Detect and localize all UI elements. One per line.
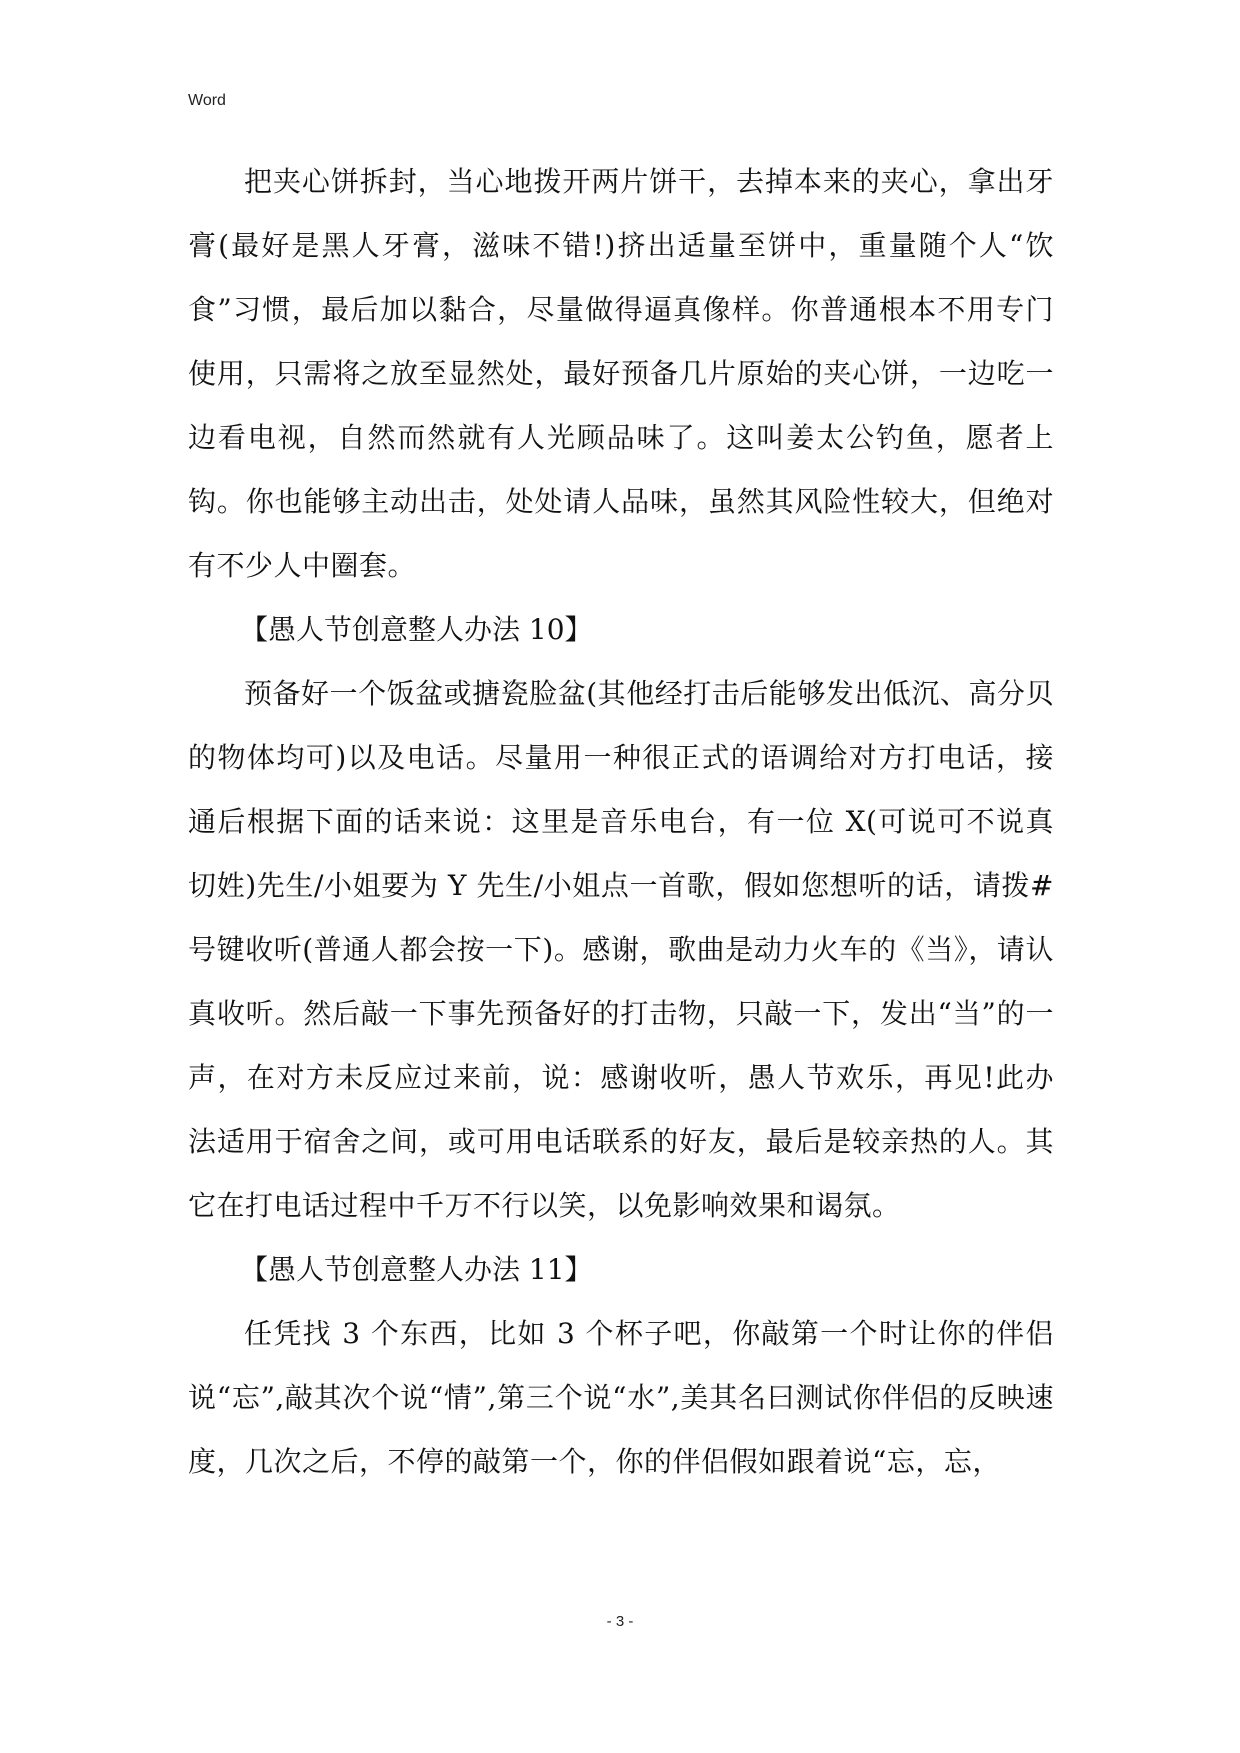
section-heading-10: 【愚人节创意整人办法 10】 (240, 613, 593, 646)
document-header-label: Word (188, 92, 226, 109)
paragraph-toothpaste-cookie: 把夹心饼拆封，当心地拨开两片饼干，去掉本来的夹心，拿出牙膏(最好是黑人牙膏，滋味不错!)挤出适量至饼中，重量随个人“饮食”习惯，最后加以黏合，尽量做得逼真像样。你普通根本不用专门使用，只需将之放至显然处，最好预备几片原始的夹心饼，一边吃一边看电视，自然而然就有人光顾品味了。这叫姜太公钓鱼，愿者上钩。你也能够主动出击，处处请人品味，虽然其风险性较大，但绝对有不少人中圈套。 (188, 165, 1054, 582)
paragraph-radio-prank: 预备好一个饭盆或搪瓷脸盆(其他经打击后能够发出低沉、高分贝的物体均可)以及电话。尽量用一种很正式的语调给对方打电话，接通后根据下面的话来说：这里是音乐电台，有一位 X(可说可不说真切姓)先生/小姐要为 Y 先生/小姐点一首歌，假如您想听的话，请拨#号键收听(普通人都会按一下)。感谢，歌曲是动力火车的《当》，请认真收听。然后敲一下事先预备好的打击物，只敲一下，发出“当”的一声，在对方未反应过来前，说：感谢收听，愚人节欢乐，再见!此办法适用于宿舍之间，或可用电话联系的好友，最后是较亲热的人。其它在打电话过程中千万不行以笑，以免影响效果和谒氛。 (188, 677, 1054, 1222)
paragraph-cup-tapping: 任凭找 3 个东西，比如 3 个杯子吧，你敲第一个时让你的伴侣说“忘”,敲其次个说“情”,第三个说“水”,美其名曰测试你伴侣的反映速度，几次之后，不停的敲第一个，你的伴侣假如跟着说“忘，忘， (188, 1317, 1054, 1478)
document-body (188, 150, 1054, 1494)
page-number: - 3 - (606, 1613, 634, 1630)
section-heading-11: 【愚人节创意整人办法 11】 (240, 1253, 593, 1286)
